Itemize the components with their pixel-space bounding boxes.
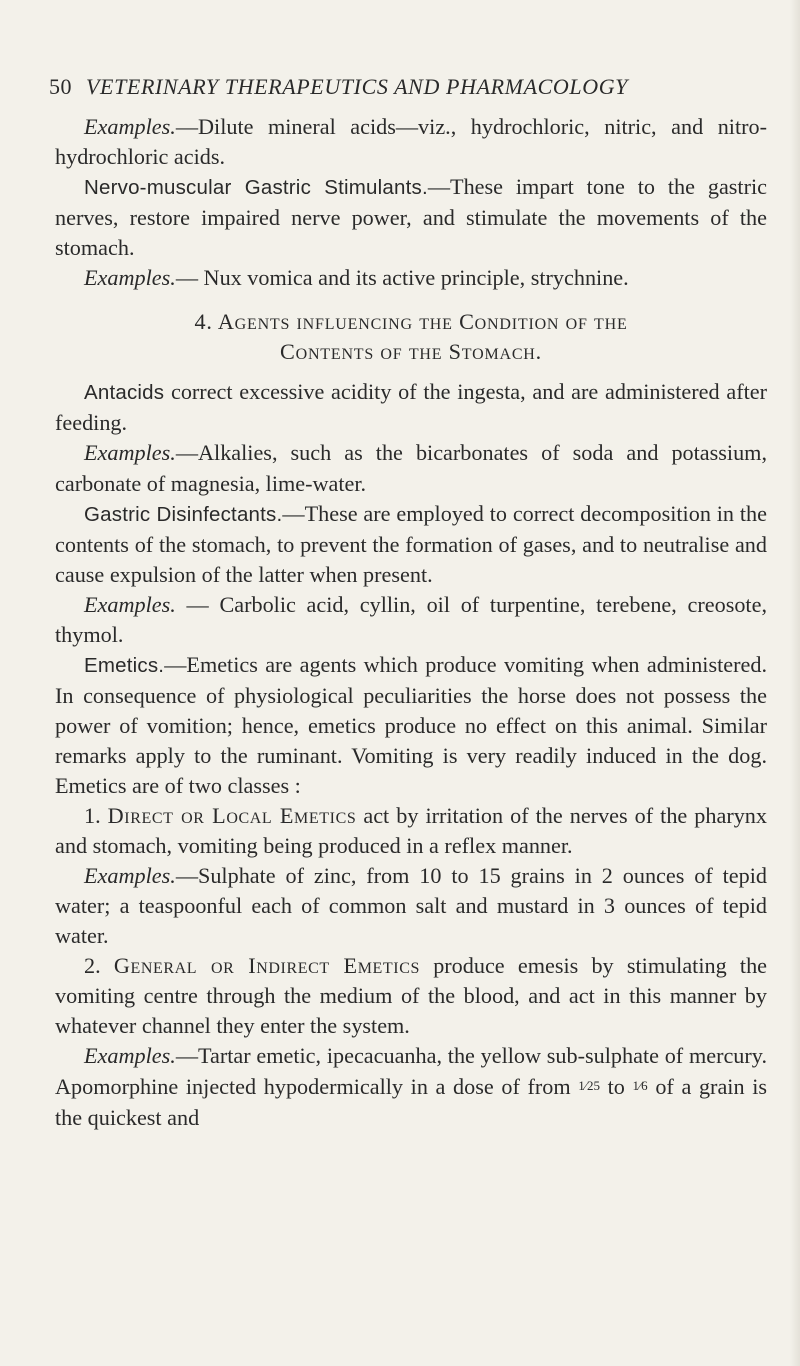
examples-label: Examples. [84,265,176,291]
examples-label: Examples. [84,114,176,139]
paragraph-text: act by irritation of the nerves of the pharynx and stomach, vomiting being produced in a reflex manner. [55,803,767,859]
paragraph-text: —Tartar emetic, ipecacuanha, the yellow sub-sulphate of mercury. Apomorphine injected hypodermically in a dose of from [55,1043,767,1100]
paragraph-text: to [599,1074,633,1100]
paragraph [55,650,767,801]
paragraph [55,112,767,172]
paragraph [55,377,767,438]
paragraph [55,263,767,293]
fraction: 1⁄25 [578,1078,600,1094]
paragraph-text: of a grain is the quickest and [55,1074,767,1130]
paragraph [55,1041,767,1132]
paragraph-text: — Nux vomica and its active principle, strychnine. [175,265,629,291]
paragraph-text: correct excessive acidity of the ingesta, and are administered after feeding. [55,379,767,436]
fraction: 1⁄6 [632,1078,648,1094]
term-heading: Emetics. [84,653,165,677]
term-heading: Gastric Disinfectants. [84,502,283,526]
paragraph-text: produce emesis by stimulating the vomiting centre through the medium of the blood, and act in this manner by whatever channel they enter the system. [55,953,768,1039]
paragraph-text: —Alkalies, such as the bicarbonates of soda and potassium, carbonate of magnesia, lime-water. [55,440,767,496]
examples-label: Examples. [84,863,176,889]
page-body [55,112,767,1133]
paragraph-text: —Emetics are agents which produce vomiting when administered. In consequence of physiological peculiarities the horse does not possess the power of vomition; hence, emetics produce no effect on this animal. Similar remarks apply to the ruminant. Vomiting is very readily induced in the dog. Emetics are of two classes : [55,651,767,798]
paragraph [55,438,767,498]
paragraph [55,861,767,951]
small-caps-term: Direct or Local Emetics [107,803,357,829]
examples-label: Examples. [84,440,176,466]
paragraph-text: —These impart tone to the gastric nerves, restore impaired nerve power, and stimulate the movements of the stomach. [55,174,767,261]
paragraph [55,951,767,1041]
paragraph-text: —These are employed to correct decomposition in the contents of the stomach, to prevent the formation of gases, and to neutralise and cause expulsion of the latter when present. [55,500,767,587]
paragraph-text: —Dilute mineral acids—viz., hydrochloric, nitric, and nitro-hydrochloric acids. [55,114,767,170]
list-number: 1. [84,803,101,829]
section-heading-line: Contents of the Stomach. [279,339,542,365]
section-heading-line: 4. Agents influencing the Condition of the [194,309,628,335]
paragraph-text: — Carbolic acid, cyllin, oil of turpentine, terebene, creosote, thymol. [55,591,767,647]
small-caps-term: General or Indirect Emetics [113,953,420,979]
list-number: 2. [84,953,101,979]
page-header [49,74,769,100]
term-heading: Antacids [84,381,165,405]
page-number: 50 [49,74,72,99]
running-title: VETERINARY THERAPEUTICS AND PHARMACOLOGY [86,74,629,99]
paragraph [55,499,767,590]
paragraph-text: —Sulphate of zinc, from 10 to 15 grains in 2 ounces of tepid water; a teaspoonful each of common salt and mustard in 3 ounces of tepid water. [55,863,767,949]
paragraph [55,172,767,263]
page-edge-shadow [790,0,800,1366]
term-heading: Nervo-muscular Gastric Stimulants. [84,176,428,200]
section-heading [55,307,767,367]
examples-label: Examples. [84,1043,176,1069]
examples-label: Examples. [84,591,176,617]
paragraph [55,801,767,861]
paragraph [55,590,767,650]
